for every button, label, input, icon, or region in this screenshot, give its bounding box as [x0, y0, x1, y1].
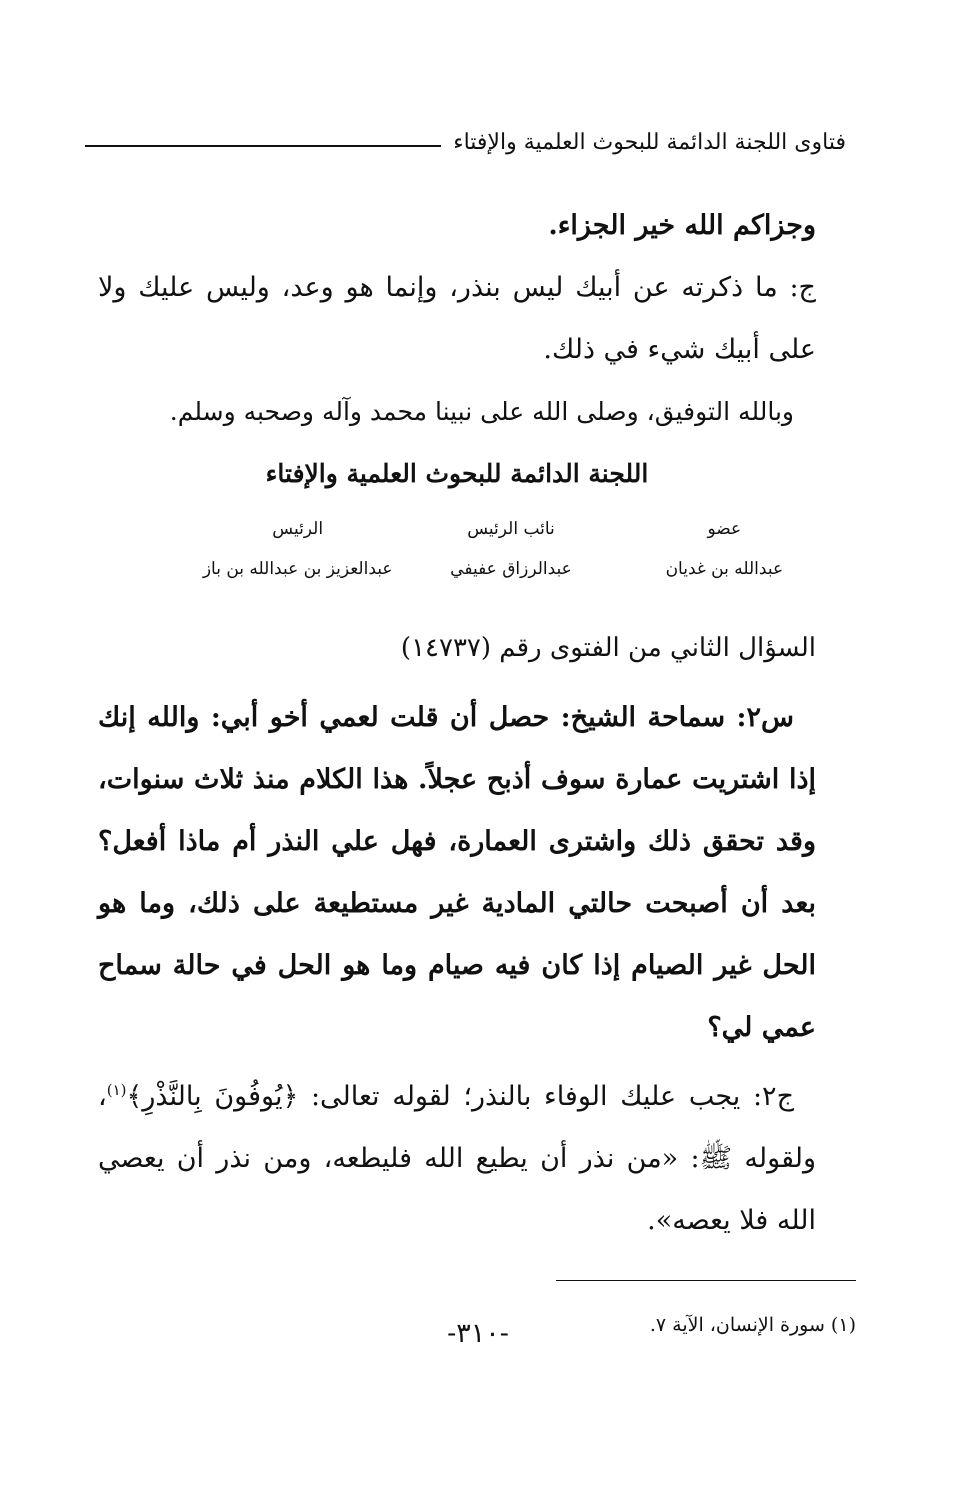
question-2-heading: السؤال الثاني من الفتوى رقم (١٤٧٣٧): [400, 633, 816, 663]
running-header: [85, 130, 846, 155]
footnote: (١) سورة الإنسان، الآية ٧.: [649, 1314, 856, 1336]
signatory-role: نائب الرئيس: [467, 519, 555, 539]
signatory-role: الرئيس: [272, 519, 324, 539]
running-title: فتاوى اللجنة الدائمة للبحوث العلمية والإفتاء: [453, 130, 846, 155]
answer-2-text: [98, 1059, 816, 1252]
footnote-rule: [556, 1280, 856, 1281]
committee-name: اللجنة الدائمة للبحوث العلمية والإفتاء: [265, 459, 649, 488]
answer-2-part-2: ، ولقوله ﷺ: «من نذر أن يطيع الله فليطعه، ومن نذر أن يعصي الله فلا يعصه».: [98, 1081, 816, 1236]
footnote-marker: (١): [106, 1081, 127, 1099]
page-body: [98, 195, 856, 1369]
question-2-text: س٢: سماحة الشيخ: حصل أن قلت لعمي أخو أبي: والله إنك إذا اشتريت عمارة سوف أذبح عجلاً. هذا الكلام منذ ثلاث سنوات، وقد تحقق ذلك واشترى العمارة، فهل علي النذر أم ماذا أفعل؟ بعد أن أصبحت حالتي المادية غير مستطيعة على ذلك، وما هو الحل غير الصيام إذا كان فيه صيام وما هو الحل في حالة سماح عمي لي؟: [98, 702, 816, 1043]
signatory-name: عبدالعزيز بن عبدالله بن باز: [202, 559, 393, 579]
salutation: وبالله التوفيق، وصلى الله على نبينا محمد وآله وصحبه وسلم.: [169, 397, 794, 426]
header-rule: [85, 145, 441, 147]
answer-1-text: ج: ما ذكرته عن أبيك ليس بنذر، وإنما هو وعد، وليس عليك ولا على أبيك شيء في ذلك.: [98, 272, 816, 365]
closing-line: وجزاكم الله خير الجزاء.: [548, 210, 816, 241]
signatures: [191, 509, 831, 589]
signatory-role: عضو: [707, 519, 742, 539]
page-number: -٣١٠-: [447, 1318, 509, 1349]
answer-2-part-1: ج٢: يجب عليك الوفاء بالنذر؛ لقوله تعالى: ﴿يُوفُونَ بِالنَّذْرِ﴾: [126, 1081, 794, 1112]
signatory-name: عبدالرزاق عفيفي: [450, 559, 572, 579]
signatory-name: عبدالله بن غديان: [665, 559, 784, 579]
